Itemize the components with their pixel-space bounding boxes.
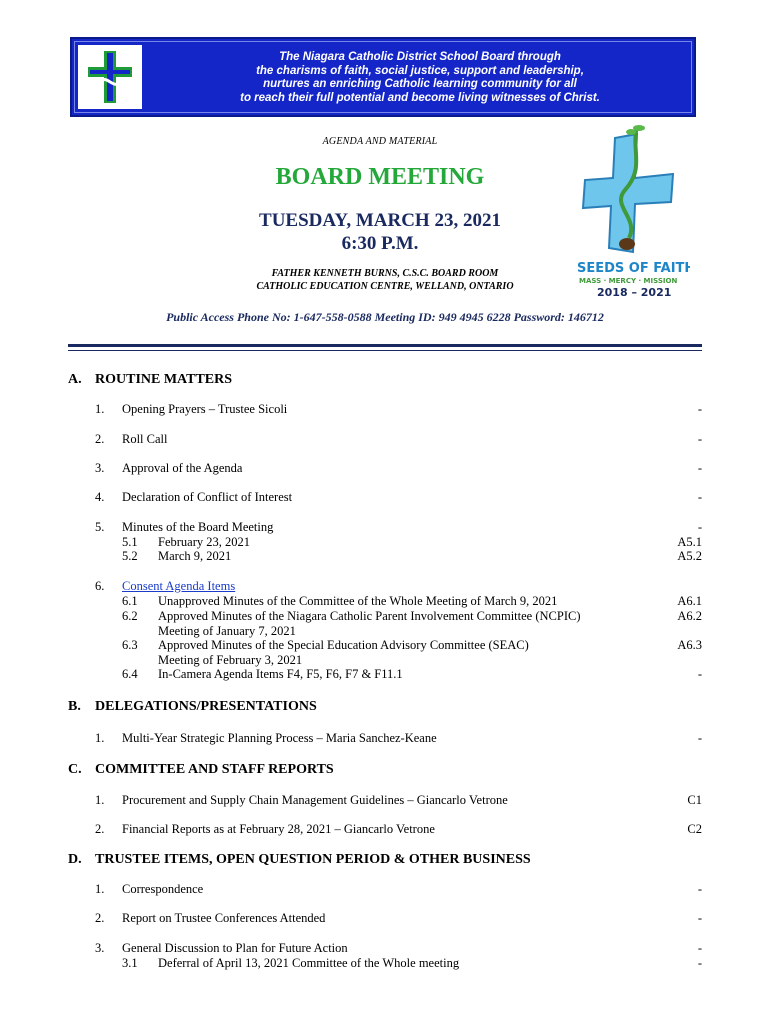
- agenda-material-label: AGENDA AND MATERIAL: [322, 136, 438, 147]
- meeting-date: TUESDAY, MARCH 23, 2021: [259, 210, 501, 231]
- subitem-number: 6.3: [122, 638, 138, 652]
- subitem-reference: A6.2: [677, 609, 702, 623]
- item-number: 1.: [95, 402, 105, 416]
- item-reference: -: [697, 432, 702, 446]
- item-text: Declaration of Conflict of Interest: [122, 490, 293, 504]
- item-text: Opening Prayers – Trustee Sicoli: [122, 402, 288, 416]
- subitem-number: 3.1: [122, 956, 138, 970]
- item-number: 1.: [95, 731, 105, 745]
- section-title: COMMITTEE AND STAFF REPORTS: [95, 762, 334, 777]
- seeds-line1: SEEDS OF FAITH: [577, 261, 690, 276]
- item-number: 1.: [95, 882, 105, 896]
- page-title: BOARD MEETING: [275, 164, 485, 190]
- item-number: 6.: [95, 579, 105, 593]
- mission-banner: [70, 37, 696, 117]
- section-letter: B.: [68, 699, 81, 714]
- item-text: Procurement and Supply Chain Management Guidelines – Giancarlo Vetrone: [122, 793, 508, 807]
- mission-statement: [152, 51, 688, 105]
- item-reference: -: [697, 461, 702, 475]
- mission-line-4: to reach their full potential and become living witnesses of Christ.: [240, 91, 600, 104]
- subitem-reference: A5.1: [677, 535, 702, 549]
- subitem-reference: -: [697, 667, 702, 681]
- section-title: TRUSTEE ITEMS, OPEN QUESTION PERIOD & OTHER BUSINESS: [95, 852, 531, 867]
- item-text: Financial Reports as at February 28, 2021 – Giancarlo Vetrone: [122, 822, 435, 836]
- meeting-time: 6:30 P.M.: [341, 233, 419, 254]
- subitem-reference: -: [697, 956, 702, 970]
- room-name: FATHER KENNETH BURNS, C.S.C. BOARD ROOM: [271, 268, 499, 279]
- item-text: Minutes of the Board Meeting: [122, 520, 274, 534]
- subitem-text-line2: Meeting of February 3, 2021: [158, 652, 303, 667]
- item-reference: -: [697, 402, 702, 416]
- item-number: 2.: [95, 432, 105, 446]
- section-letter: D.: [68, 852, 82, 867]
- section-a-heading: [68, 372, 232, 388]
- item-reference: -: [697, 520, 702, 534]
- subitem-reference: A5.2: [677, 549, 702, 563]
- subitem-number: 6.2: [122, 609, 138, 623]
- mission-line-3: nurtures an enriching Catholic learning community for all: [263, 78, 577, 90]
- subitem-number: 6.1: [122, 594, 138, 608]
- subitem-reference: A6.3: [677, 638, 702, 652]
- section-d-heading: [68, 852, 531, 868]
- seeds-line2: MASS · MERCY · MISSION: [579, 277, 678, 285]
- consent-agenda-link[interactable]: Consent Agenda Items: [122, 579, 236, 593]
- public-access-phone: Public Access Phone No: 1-647-558-0588 Meeting ID: 949 4945 6228 Password: 146712: [166, 310, 604, 324]
- item-text: General Discussion to Plan for Future Action: [122, 941, 348, 955]
- subitem-number: 5.1: [122, 535, 138, 549]
- mission-line-2: the charisms of faith, social justice, support and leadership,: [256, 64, 584, 77]
- item-reference: -: [697, 882, 702, 896]
- subitem-text: Unapproved Minutes of the Committee of the Whole Meeting of March 9, 2021: [158, 594, 558, 608]
- subitem-text: Deferral of April 13, 2021 Committee of the Whole meeting: [158, 956, 460, 970]
- board-logo-icon: [78, 45, 142, 109]
- seeds-years: 2018 – 2021: [597, 286, 672, 299]
- subitem-text: [158, 638, 638, 667]
- item-number: 1.: [95, 793, 105, 807]
- subitem-text-line1: Approved Minutes of the Niagara Catholic Parent Involvement Committee (NCPIC): [158, 609, 581, 623]
- item-number: 4.: [95, 490, 105, 504]
- subitem-text: March 9, 2021: [158, 549, 232, 563]
- item-reference: -: [697, 911, 702, 925]
- subitem-text: [158, 609, 638, 638]
- item-number: 2.: [95, 822, 105, 836]
- subitem-number: 6.4: [122, 667, 138, 681]
- subitem-text-line1: Approved Minutes of the Special Education Advisory Committee (SEAC): [158, 638, 529, 652]
- item-number: 3.: [95, 461, 105, 475]
- item-reference: -: [697, 490, 702, 504]
- subitem-text: In-Camera Agenda Items F4, F5, F6, F7 & F11.1: [158, 667, 403, 681]
- subitem-text-line2: Meeting of January 7, 2021: [158, 623, 296, 638]
- item-reference: C1: [687, 793, 702, 807]
- subitem-reference: A6.1: [677, 594, 702, 608]
- room-address: CATHOLIC EDUCATION CENTRE, WELLAND, ONTARIO: [256, 281, 514, 292]
- item-text: Correspondence: [122, 882, 204, 896]
- section-title: DELEGATIONS/PRESENTATIONS: [95, 699, 317, 714]
- divider-thin: [68, 350, 702, 351]
- item-number: 3.: [95, 941, 105, 955]
- item-number: 2.: [95, 911, 105, 925]
- subitem-text: February 23, 2021: [158, 535, 250, 549]
- seeds-of-faith-logo: [575, 120, 690, 300]
- item-number: 5.: [95, 520, 105, 534]
- mission-line-1: The Niagara Catholic District School Board through: [279, 51, 561, 63]
- section-letter: C.: [68, 762, 82, 777]
- subitem-number: 5.2: [122, 549, 138, 563]
- meeting-location: [190, 267, 580, 293]
- item-text: Multi-Year Strategic Planning Process – Maria Sanchez-Keane: [122, 731, 437, 745]
- item-text: Roll Call: [122, 432, 168, 446]
- section-letter: A.: [68, 372, 82, 387]
- item-reference: -: [697, 941, 702, 955]
- section-c-heading: [68, 762, 334, 778]
- section-title: ROUTINE MATTERS: [95, 372, 233, 387]
- item-text: Approval of the Agenda: [122, 461, 243, 475]
- divider: [68, 344, 702, 347]
- section-b-heading: [68, 699, 317, 715]
- item-text: Report on Trustee Conferences Attended: [122, 911, 326, 925]
- item-reference: C2: [687, 822, 702, 836]
- item-reference: -: [697, 731, 702, 745]
